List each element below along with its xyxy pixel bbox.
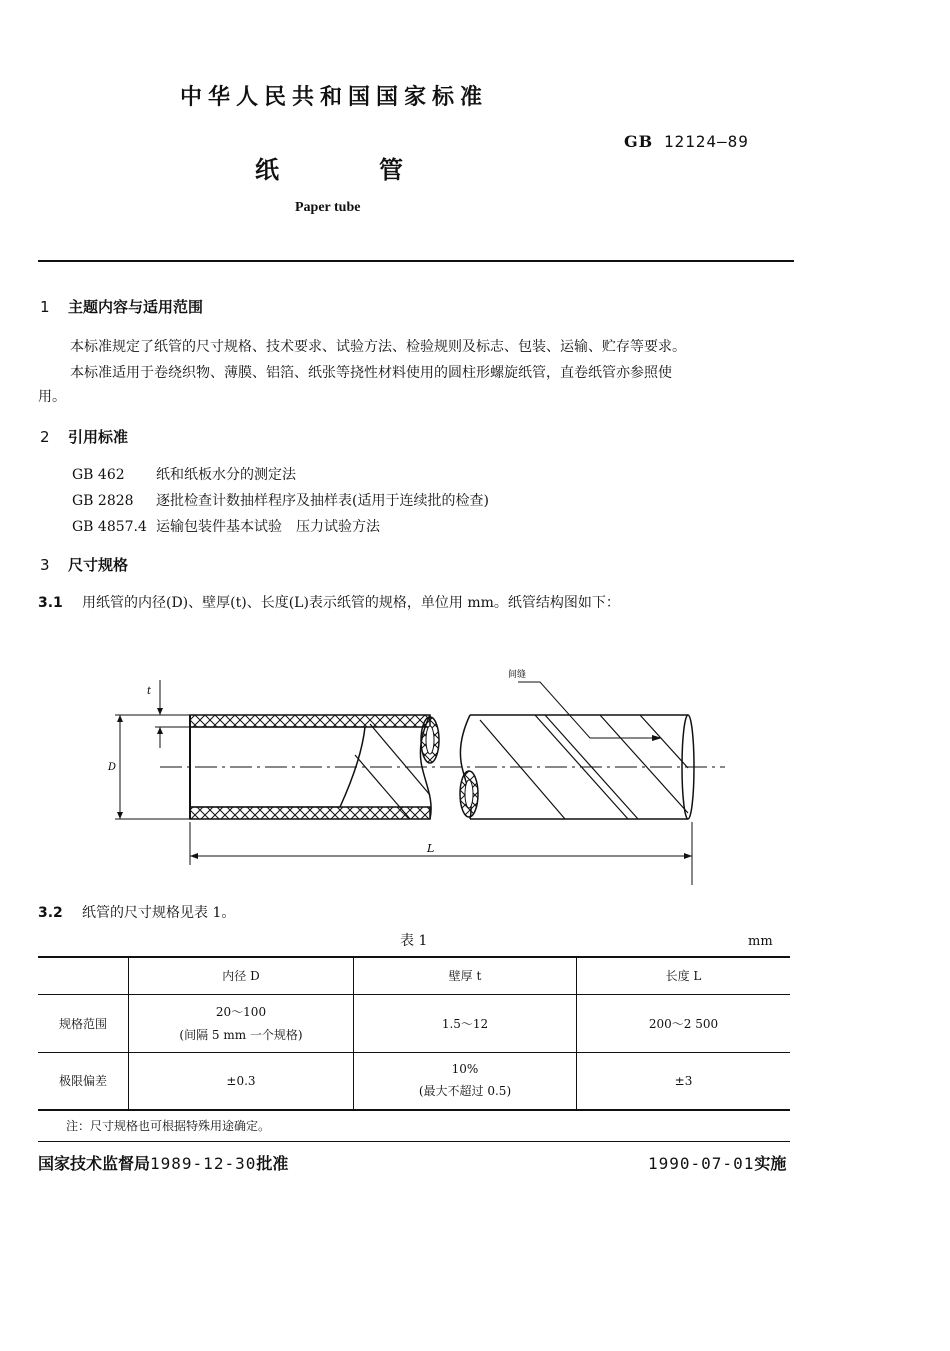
reference-item <box>72 490 489 510</box>
section-1-heading <box>40 296 203 317</box>
code-prefix: GB <box>624 132 654 151</box>
label-D: D <box>108 762 117 773</box>
clause-3-1-text: 用纸管的内径(D)、壁厚(t)、长度(L)表示纸管的规格，单位用 mm。纸管结构图如下： <box>82 595 620 611</box>
effective-date: 1990-07-01 <box>648 1154 755 1173</box>
row-label: 极限偏差 <box>38 1052 129 1110</box>
spec-table <box>38 956 790 1111</box>
section-2-number: 2 <box>40 428 50 446</box>
section-3-heading <box>40 554 128 575</box>
cell-wall-thickness <box>354 1052 577 1110</box>
reference-title: 运输包装件基本试验 压力试验方法 <box>156 519 380 535</box>
cell-line: (最大不超过 0.5) <box>418 1084 512 1099</box>
tube-right-section <box>460 682 694 819</box>
table-caption: 表 1 <box>400 933 428 949</box>
section-1-para-2b: 用。 <box>38 389 66 405</box>
cell-inner-diameter <box>129 994 354 1052</box>
table-row <box>38 994 790 1052</box>
header-cell: 壁厚 t <box>354 957 577 994</box>
label-gap: 间缝 <box>508 670 527 680</box>
clause-3-1-number: 3.1 <box>38 595 63 611</box>
reference-item <box>72 464 296 484</box>
cell-wall-thickness: 1.5～12 <box>354 994 577 1052</box>
approve-date: 1989-12-30 <box>150 1154 257 1173</box>
table-row <box>38 1052 790 1110</box>
header-divider <box>38 260 794 262</box>
cell-line: (间隔 5 mm 一个规格) <box>179 1028 303 1042</box>
effective-line <box>648 1151 786 1174</box>
clause-3-2-number: 3.2 <box>38 905 63 921</box>
table-unit: mm <box>748 934 773 949</box>
label-L: L <box>427 842 435 855</box>
section-2-heading <box>40 426 128 447</box>
length-dimension <box>190 822 692 885</box>
header-cell: 长度 L <box>665 969 702 984</box>
clause-3-1 <box>38 590 620 616</box>
english-title: Paper tube <box>295 200 361 215</box>
footer-divider <box>38 1141 790 1142</box>
cell-length: ±3 <box>674 1073 693 1088</box>
cell-length: 200～2 500 <box>648 1016 719 1031</box>
section-3-number: 3 <box>40 556 50 574</box>
reference-title: 纸和纸板水分的测定法 <box>156 467 296 483</box>
cell-line: 20～100 <box>215 1005 267 1019</box>
section-3-title: 尺寸规格 <box>68 556 129 574</box>
section-1-para-2a: 本标准适用于卷绕织物、薄膜、铝箔、纸张等挠性材料使用的圆柱形螺旋纸管，直卷纸管亦参照使 <box>70 365 672 381</box>
clause-3-2-text: 纸管的尺寸规格见表 1。 <box>82 905 236 921</box>
header-cell <box>38 957 129 994</box>
page-title <box>255 150 403 185</box>
section-1-number: 1 <box>40 298 50 316</box>
reference-code: GB 462 <box>72 467 125 483</box>
cell-line: 10% <box>451 1062 479 1077</box>
standard-type: 中华人民共和国国家标准 <box>180 85 489 110</box>
reference-code: GB 4857.4 <box>72 519 147 535</box>
paper-tube-diagram <box>100 660 740 890</box>
section-2-title: 引用标准 <box>68 428 129 446</box>
section-1-title: 主题内容与适用范围 <box>68 298 204 316</box>
approve-suffix: 批准 <box>256 1154 289 1173</box>
title-char-1: 纸 <box>255 156 279 184</box>
issuer: 国家技术监督局 <box>38 1154 151 1173</box>
reference-item <box>72 516 380 536</box>
reference-code: GB 2828 <box>72 493 134 509</box>
title-char-2: 管 <box>379 156 403 184</box>
header-cell: 内径 D <box>129 957 354 994</box>
row-label: 规格范围 <box>38 994 129 1052</box>
reference-title: 逐批检查计数抽样程序及抽样表(适用于连续批的检查) <box>156 493 489 509</box>
label-t: t <box>147 686 152 697</box>
table-note: 注：尺寸规格也可根据特殊用途确定。 <box>66 1119 271 1133</box>
approval-line <box>38 1151 288 1174</box>
effective-suffix: 实施 <box>754 1154 787 1173</box>
section-1-para-1: 本标准规定了纸管的尺寸规格、技术要求、试验方法、检验规则及标志、包装、运输、贮存等要求。 <box>70 339 686 355</box>
table-header-row <box>38 957 790 994</box>
standard-code <box>624 132 749 151</box>
wall-thickness-dimension <box>155 680 190 748</box>
code-number: 12124—89 <box>663 132 749 151</box>
clause-3-2 <box>38 900 235 926</box>
cell-inner-diameter: ±0.3 <box>129 1052 354 1110</box>
